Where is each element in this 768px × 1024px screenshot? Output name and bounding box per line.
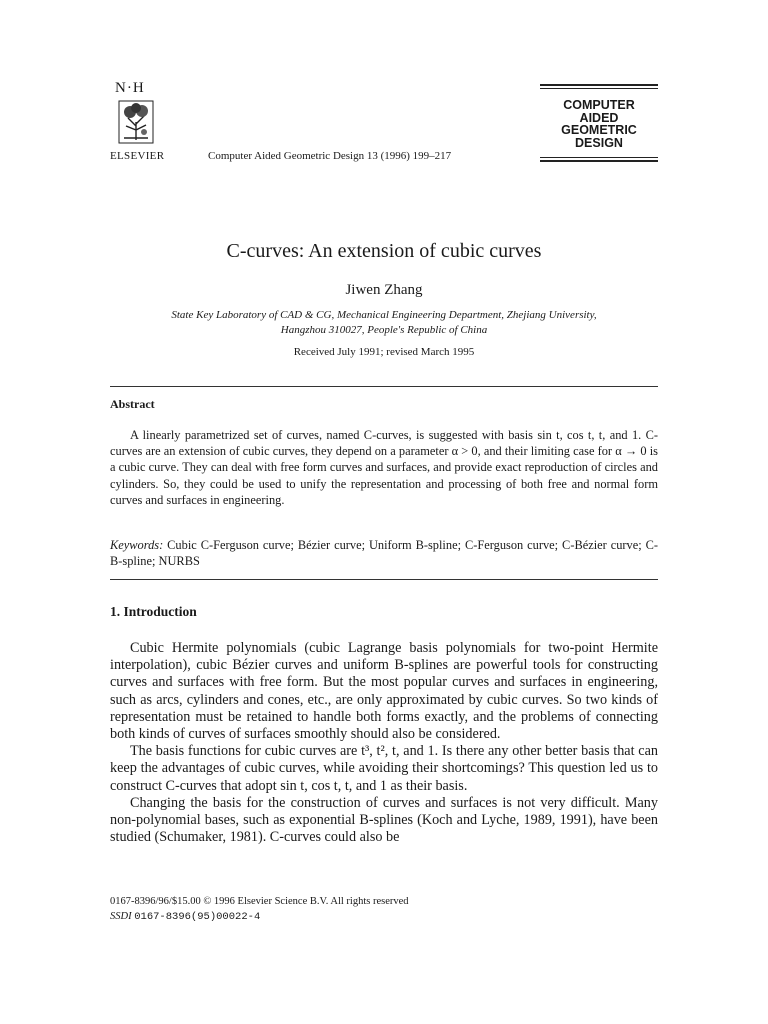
brand-bottom-rule-thin <box>540 157 658 158</box>
abstract-bottom-rule <box>110 579 658 580</box>
received-dates: Received July 1991; revised March 1995 <box>293 346 475 358</box>
introduction-body <box>110 640 658 846</box>
publisher-name: ELSEVIER <box>110 150 165 162</box>
abstract-heading: Abstract <box>110 397 155 411</box>
article-author: Jiwen Zhang <box>345 282 423 298</box>
brand-line: DESIGN <box>575 135 623 150</box>
keywords-label: Keywords: <box>110 538 164 552</box>
brand-line: AIDED <box>579 110 619 125</box>
keywords <box>110 537 658 569</box>
article-title: C-curves: An extension of cubic curves <box>226 240 542 262</box>
section-heading: 1. Introduction <box>110 604 197 619</box>
keywords-list: Cubic C-Ferguson curve; Bézier curve; Uniform B-spline; C-Ferguson curve; C-Bézier curve; C-B-spline; NURBS <box>110 538 658 569</box>
brand-line: GEOMETRIC <box>561 123 637 137</box>
affiliation-line: Hangzhou 310027, People's Republic of China <box>280 324 488 336</box>
paragraph: Changing the basis for the construction of curves and surfaces is not very difficult. Many non-polynomial bases, such as exponential B-splines (Koch and Lyche, 1989, 1991), have been studied (Schumaker, 1981). C-curves could also be <box>110 794 658 846</box>
abstract-top-rule <box>110 386 658 387</box>
copyright-line: 0167-8396/96/$15.00 © 1996 Elsevier Science B.V. All rights reserved <box>110 896 409 907</box>
ssdi-label: SSDI <box>110 911 132 922</box>
paragraph: Cubic Hermite polynomials (cubic Lagrange basis polynomials for two-point Hermite interpolation), cubic Bézier curves and uniform B-splines are powerful tools for constructing curves and surfaces with free form. But the most popular curves and surfaces in engineering, such as arcs, cylinders and cones, etc., are only approximated by cubic curves. So two kinds of representation must be retained to handle both forms exactly, and the problems of connecting both kinds of curves of surfaces smoothly should also be considered. <box>110 640 658 743</box>
journal-reference: Computer Aided Geometric Design 13 (1996) 199–217 <box>208 150 452 162</box>
publisher-logo-text: N·H <box>115 80 145 96</box>
brand-title <box>540 99 658 149</box>
ssdi-line <box>110 909 409 925</box>
paragraph: The basis functions for cubic curves are t³, t², t, and 1. Is there any other better basis that can keep the advantages of cubic curves, while avoiding their shortcomings? This question led us to construct C-curves that adopt sin t, cos t, t, and 1 as their basis. <box>110 743 658 794</box>
elsevier-tree-logo-icon <box>118 100 154 144</box>
brand-top-rule <box>540 84 658 86</box>
page-footer <box>110 894 409 925</box>
brand-top-rule-thin <box>540 88 658 89</box>
journal-brand <box>540 84 658 164</box>
ssdi-number: 0167-8396(95)00022-4 <box>134 911 261 923</box>
brand-bottom-rule <box>540 160 658 162</box>
abstract-text: A linearly parametrized set of curves, named C-curves, is suggested with basis sin t, cos t, t, and 1. C-curves are an extension of cubic curves, they depend on a parameter α > 0, and their limiting case for α → 0 is a cubic curve. They can deal with free form curves and surfaces, and provide exact reproduction of circles and cylinders. So, they could be used to unify the representation and processing of both free and normal form curves and surfaces in engineering. <box>110 428 658 507</box>
brand-line: COMPUTER <box>563 98 635 112</box>
author-affiliation <box>110 308 658 338</box>
affiliation-line: State Key Laboratory of CAD & CG, Mechanical Engineering Department, Zhejiang University, <box>171 309 597 321</box>
